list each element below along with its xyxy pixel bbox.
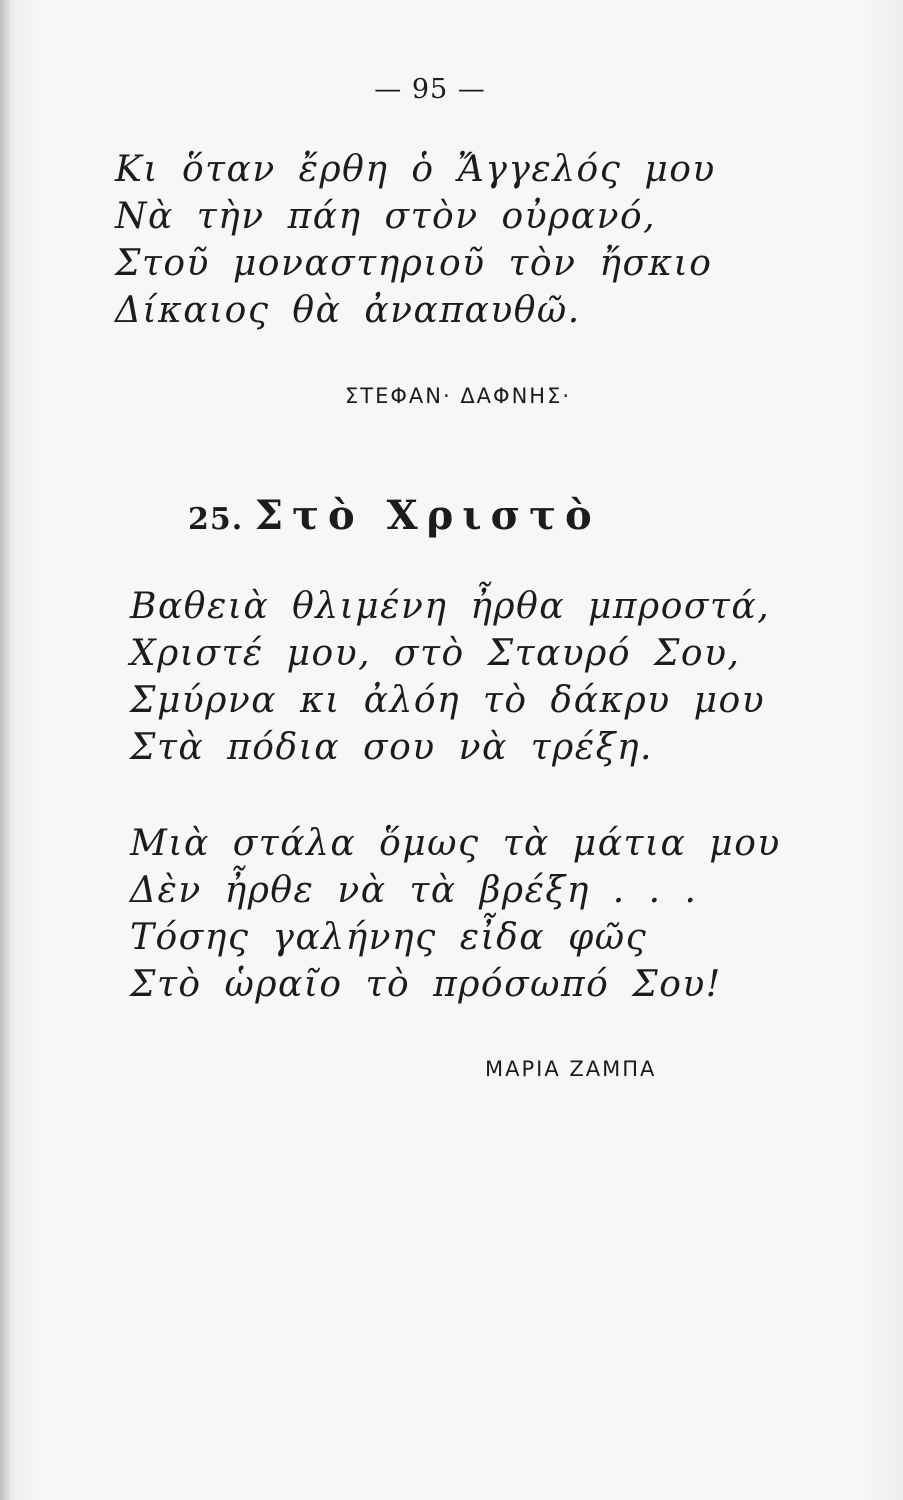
verse-line: Μιὰ στάλα ὅμως τὰ μάτια μου [130, 823, 781, 864]
poem-stanza-1 [130, 583, 770, 771]
verse-line: Στὰ πόδια σου νὰ τρέξη. [130, 727, 653, 768]
verse-line: Νὰ τὴν πάη στὸν οὐρανό, [115, 196, 657, 237]
verse-line: Χριστέ μου, στὸ Σταυρό Σου, [130, 633, 741, 674]
verse-line: Στὸ ὡραῖο τὸ πρόσωπό Σου! [130, 964, 722, 1005]
previous-poem-stanza [115, 146, 716, 334]
poem-author: ΜΑΡΙΑ ΖΑΜΠΑ [485, 1057, 657, 1081]
verse-line: Δίκαιος θὰ ἀναπαυθῶ. [115, 290, 581, 331]
poem-number: 25. [188, 502, 244, 537]
verse-line: Στοῦ μοναστηριοῦ τὸν ἤσκιο [115, 243, 713, 284]
previous-poem-author: ΣΤΕΦΑΝ· ΔΑΦΝΗΣ· [345, 384, 572, 408]
page-binding-edge [0, 0, 10, 1500]
verse-line: Δὲν ἦρθε νὰ τὰ βρέξη . . . [130, 870, 698, 911]
verse-line: Τόσης γαλήνης εἶδα φῶς [130, 917, 648, 958]
verse-line: Κι ὅταν ἔρθη ὁ Ἄγγελός μου [115, 149, 716, 190]
verse-line: Σμύρνα κι ἀλόη τὸ δάκρυ μου [130, 680, 766, 721]
page-number: — 95 — [374, 74, 486, 105]
poem-heading [188, 492, 601, 539]
poem-stanza-2 [130, 820, 781, 1008]
verse-line: Βαθειὰ θλιμένη ἦρθα μπροστά, [130, 586, 771, 627]
poem-title: Στὸ Χριστὸ [254, 492, 601, 539]
